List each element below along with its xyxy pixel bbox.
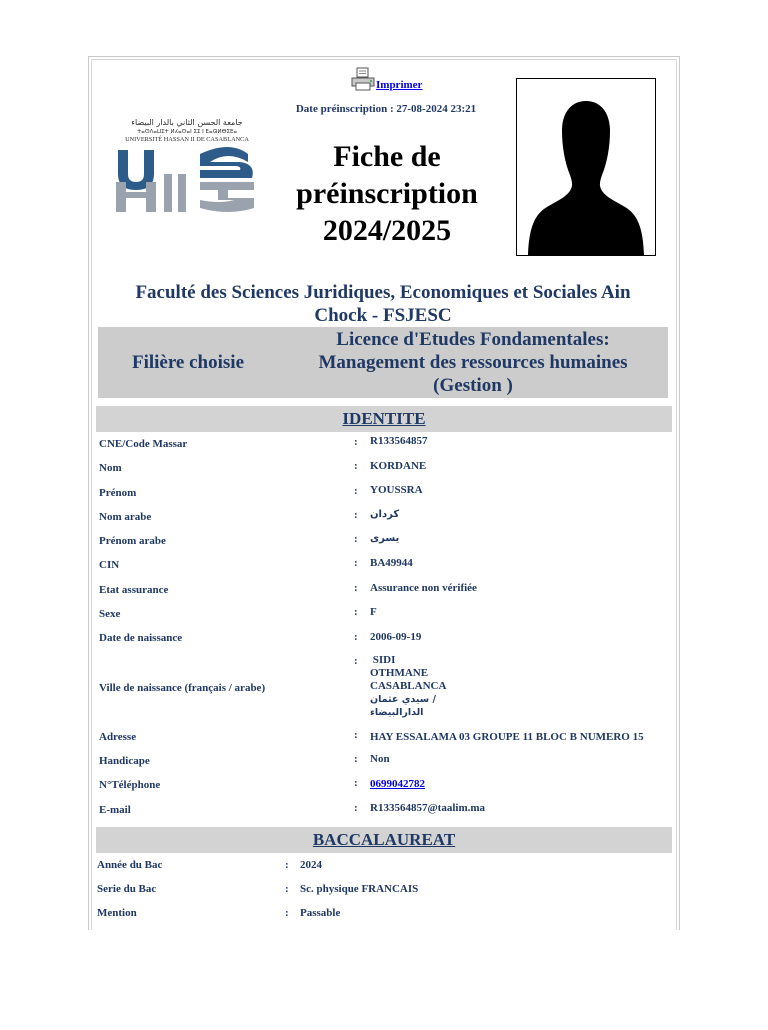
row-colon: :: [354, 729, 358, 741]
row-label: E-mail: [99, 804, 131, 816]
row-value: Non: [370, 753, 390, 765]
row-value: 2006-09-19: [370, 631, 422, 643]
value-line: SIDI: [370, 654, 396, 666]
row-value: Sc. physique FRANCAIS: [300, 883, 419, 895]
row-value: YOUSSRA: [370, 484, 423, 496]
filiere-value-line-2: Management des ressources humaines: [318, 352, 628, 373]
faculty-line-2: Chock - FSJESC: [314, 305, 452, 326]
row-value: F: [370, 606, 377, 618]
row-label: Sexe: [99, 608, 121, 620]
row-label: Etat assurance: [99, 584, 169, 596]
row-value: R133564857@taalim.ma: [370, 802, 486, 814]
row-value: KORDANE: [370, 460, 427, 472]
logo-emblem: [116, 147, 254, 212]
row-colon: :: [354, 485, 358, 497]
row-colon: :: [354, 606, 358, 618]
row-colon: :: [285, 859, 289, 871]
row-colon: :: [354, 777, 358, 789]
filiere-value-line-3: (Gestion ): [433, 375, 513, 396]
row-label: Serie du Bac: [97, 883, 157, 895]
row-value: BA49944: [370, 557, 413, 569]
avatar-silhouette-icon: [517, 79, 655, 255]
title-line-1: Fiche de: [333, 140, 441, 173]
row-colon: :: [354, 631, 358, 643]
row-value: يسرى: [370, 533, 400, 544]
row-label: Ville de naissance (français / arabe): [99, 682, 266, 694]
row-colon: :: [285, 883, 289, 895]
university-logo: [108, 116, 266, 216]
value-line: CASABLANCA: [370, 680, 447, 692]
row-colon: :: [354, 802, 358, 814]
row-colon: :: [354, 436, 358, 448]
row-value: Assurance non vérifiée: [370, 582, 477, 594]
phone-link[interactable]: 0699042782: [370, 778, 425, 790]
row-colon: :: [354, 533, 358, 545]
faculty-line-1: Faculté des Sciences Juridiques, Economiques et Sociales Ain: [135, 282, 631, 303]
faculty-name: [98, 281, 668, 327]
row-value: Passable: [300, 907, 341, 919]
row-label: Nom: [99, 462, 122, 474]
print-link[interactable]: Imprimer: [376, 79, 423, 91]
filiere-value: [298, 327, 648, 398]
bac-heading: BACCALAUREAT: [96, 827, 672, 853]
value-line: الدارالبيضاء: [370, 707, 424, 718]
filiere-label: Filière choisie: [131, 351, 245, 373]
row-value: كردان: [370, 509, 400, 520]
row-value: [370, 654, 460, 719]
title-line-3: 2024/2025: [322, 214, 452, 247]
filiere-value-line-1: Licence d'Etudes Fondamentales:: [336, 329, 610, 350]
row-label: Prénom: [99, 487, 137, 499]
title-line-2: préinscription: [296, 177, 478, 210]
row-label: Adresse: [99, 731, 137, 743]
row-label: Nom arabe: [99, 511, 152, 523]
row-colon: :: [354, 753, 358, 765]
profile-photo: [516, 78, 656, 256]
row-label: Année du Bac: [97, 859, 163, 871]
row-colon: :: [354, 557, 358, 569]
preinscription-date: Date préinscription : 27-08-2024 23:21: [295, 103, 477, 115]
page-title: [272, 138, 502, 249]
row-colon: :: [354, 460, 358, 472]
row-value: HAY ESSALAMA 03 GROUPE 11 BLOC B NUMERO 15: [370, 731, 644, 743]
row-value: R133564857: [370, 435, 428, 447]
row-value: 2024: [300, 859, 322, 871]
print-control[interactable]: [350, 64, 422, 92]
value-line: سيدي عثمان /: [370, 694, 436, 705]
logo-french-text: UNIVERSITÉ HASSAN II DE CASABLANCA: [125, 136, 249, 143]
row-colon: :: [354, 655, 358, 667]
row-label: Date de naissance: [99, 632, 183, 644]
row-colon: :: [354, 582, 358, 594]
logo-arabic-text: جامعة الحسن الثاني بالدار البيضاء: [131, 118, 243, 127]
row-label: N°Téléphone: [99, 779, 161, 791]
identite-heading: IDENTITE: [96, 406, 672, 432]
row-label: CNE/Code Massar: [99, 438, 188, 450]
row-colon: :: [285, 907, 289, 919]
logo-tifinagh-text: ⵜⴰⵙⴷⴰⵡⵉⵜ ⵍⵃⴰⵙⴰⵏ ⵉⵉ ⵏ ⴹⴰⵕⵍⴱⵉⴹⴰ: [137, 129, 237, 135]
row-label: Handicape: [99, 755, 150, 767]
row-colon: :: [354, 509, 358, 521]
page-cutoff: [88, 930, 680, 1030]
row-label: Prénom arabe: [99, 535, 166, 547]
value-line: OTHMANE: [370, 667, 429, 679]
filiere-box: [98, 327, 668, 398]
printer-icon[interactable]: [350, 66, 376, 92]
row-label: CIN: [99, 559, 120, 571]
row-label: Mention: [97, 907, 137, 919]
